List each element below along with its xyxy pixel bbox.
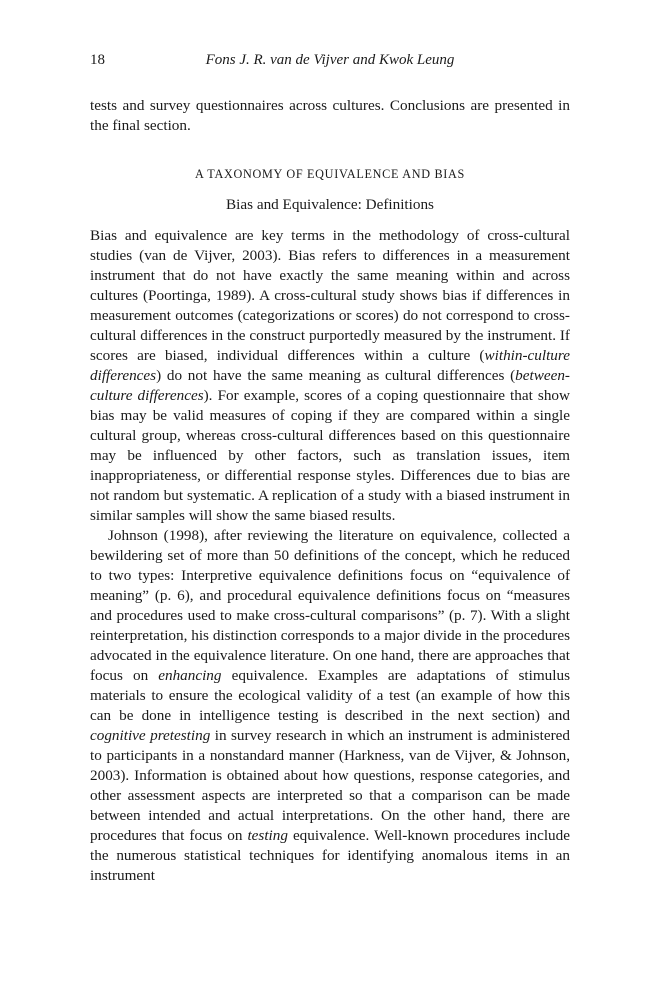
italic-term: cognitive pretesting bbox=[90, 727, 211, 744]
subsection-heading: Bias and Equivalence: Definitions bbox=[226, 196, 434, 213]
text-run: ) do not have the same meaning as cultural differences ( bbox=[156, 367, 516, 384]
text-run: Johnson (1998), after reviewing the literature on equivalence, collected a bewildering set of more than 50 definitions of the concept, which he reduced to two types: Interpretive equivalence definitions focus on “equivalence of meaning” (p. 6), and procedural equivalence definitions focus on “measures and procedures used to make cross-cultural comparisons” (p. 7). With a slight reinterpretation, his distinction corresponds to a major divide in the procedures advocated in the equivalence literature. On one hand, there are approaches that focus on bbox=[90, 527, 570, 684]
section-heading: A TAXONOMY OF EQUIVALENCE AND BIAS bbox=[194, 167, 466, 181]
running-head: Fons J. R. van de Vijver and Kwok Leung bbox=[205, 52, 455, 68]
page-number: 18 bbox=[90, 52, 105, 68]
intro-paragraph: tests and survey questionnaires across cultures. Conclusions are presented in the final section. bbox=[90, 97, 570, 134]
text-run: ). For example, scores of a coping questionnaire that show bias may be valid measures of coping if they are compared within a single cultural group, whereas cross-cultural differences based on this questionnaire may be influenced by other factors, such as translation issues, item inappropriateness, or differential response styles. Differences due to bias are not random but systematic. A replication of a study with a biased instrument in similar samples will show the same biased results. bbox=[90, 387, 570, 524]
text-run: equivalence. Examples are adaptations of stimulus materials to ensure the ecological validity of a test (an example of how this can be done in intelligence testing is described in the next section) and bbox=[90, 667, 570, 724]
paragraph-2 bbox=[90, 526, 570, 886]
text-run: in survey research in which an instrument is administered to participants in a nonstandard manner (Harkness, van de Vijver, & Johnson, 2003). Information is obtained about how questions, response categories, and other assessment aspects are interpreted so that a comparison can be made between intended and actual interpretations. On the other hand, there are procedures that focus on bbox=[90, 727, 571, 844]
page-body bbox=[90, 96, 570, 886]
text-run: equivalence. Well-known procedures include the numerous statistical techniques for identifying anomalous items in an instrument bbox=[90, 827, 570, 884]
italic-term: enhancing bbox=[158, 667, 222, 684]
italic-term: between-culture differences bbox=[90, 367, 570, 404]
text-run: Bias and equivalence are key terms in the methodology of cross-cultural studies (van de Vijver, 2003). Bias refers to differences in a measurement instrument that do not have exactly the same meaning within and across cultures (Poortinga, 1989). A cross-cultural study shows bias if differences in measurement outcomes (categorizations or scores) do not correspond to cross-cultural differences in the construct purportedly measured by the instrument. If scores are biased, individual differences within a culture ( bbox=[90, 227, 570, 364]
paragraph-1 bbox=[90, 226, 570, 526]
italic-term: testing bbox=[247, 827, 288, 844]
italic-term: within-culture differences bbox=[90, 347, 570, 384]
